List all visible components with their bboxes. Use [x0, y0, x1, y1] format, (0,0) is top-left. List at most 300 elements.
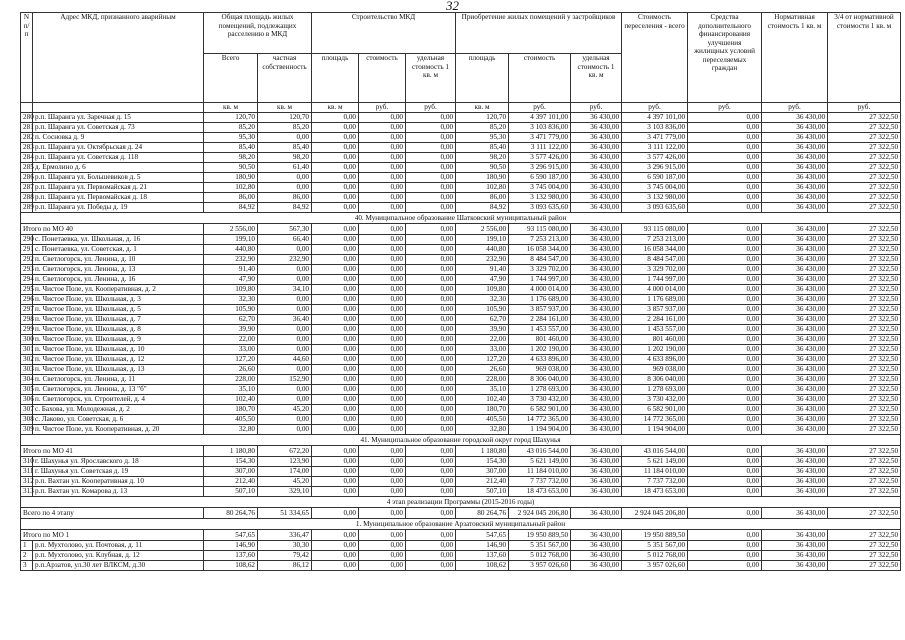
row-value: 0,00 [406, 560, 456, 570]
subtotal-value: 43 016 544,00 [622, 445, 688, 456]
row-value: 32,80 [456, 424, 509, 434]
subtotal-value: 36 430,00 [571, 223, 622, 234]
row-value: 3 093 635,60 [509, 202, 571, 212]
row-value: 0,00 [312, 162, 359, 172]
row-value: 27 322,50 [828, 476, 901, 486]
row-value: 85,20 [204, 122, 258, 132]
row-value: 0,00 [312, 202, 359, 212]
row-value: 36 430,00 [762, 192, 828, 202]
row-value: 5 012 768,00 [509, 550, 571, 560]
table-row [21, 264, 901, 274]
row-value: 36 430,00 [762, 456, 828, 466]
unit-label: руб. [762, 103, 828, 113]
row-value: 36 430,00 [571, 202, 622, 212]
row-value: 0,00 [312, 404, 359, 414]
row-value: 102,80 [204, 182, 258, 192]
row-number: 293 [21, 264, 33, 274]
row-value: 0,00 [258, 172, 312, 182]
row-value: 32,30 [456, 294, 509, 304]
row-value: 7 737 732,00 [509, 476, 571, 486]
row-address: р.п. Шаранга ул. Октябрьская д. 24 [33, 142, 204, 152]
row-value: 26,60 [456, 364, 509, 374]
row-number: 281 [21, 122, 33, 132]
row-value: 0,00 [258, 304, 312, 314]
row-value: 11 184 010,00 [509, 466, 571, 476]
row-address: п. Светлогорск, ул. Ленина, д. 11 [33, 374, 204, 384]
row-value: 0,00 [359, 404, 406, 414]
section-heading: 1. Муниципальное образование Арзатовский муниципальный район [21, 518, 901, 529]
subtotal-value: 0,00 [406, 529, 456, 540]
table-row [21, 466, 901, 476]
row-number: 3 [21, 560, 33, 570]
row-value: 27 322,50 [828, 334, 901, 344]
row-value: 27 322,50 [828, 560, 901, 570]
row-value: 0,00 [688, 122, 762, 132]
row-address: р.п. Вахтан ул. Комарова д. 13 [33, 486, 204, 496]
header-three-quarter: 3/4 от нормативной стоимости 1 кв. м [828, 13, 901, 103]
row-value: 228,00 [456, 374, 509, 384]
row-value: 27 322,50 [828, 112, 901, 122]
subtotal-value: 336,47 [258, 529, 312, 540]
table-row [21, 244, 901, 254]
row-value: 0,00 [312, 374, 359, 384]
subheader-private: частная собственность [258, 54, 312, 103]
row-value: 27 322,50 [828, 344, 901, 354]
row-value: 36 430,00 [762, 540, 828, 550]
row-value: 0,00 [688, 264, 762, 274]
row-value: 969 038,00 [509, 364, 571, 374]
row-value: 0,00 [359, 254, 406, 264]
row-value: 0,00 [359, 304, 406, 314]
row-value: 36 430,00 [762, 334, 828, 344]
row-value: 86,00 [258, 192, 312, 202]
row-value: 0,00 [359, 142, 406, 152]
table-row [21, 560, 901, 570]
row-value: 27 322,50 [828, 142, 901, 152]
row-value: 36 430,00 [571, 424, 622, 434]
row-value: 44,60 [258, 354, 312, 364]
subtotal-value: 0,00 [406, 445, 456, 456]
row-value: 36 430,00 [762, 244, 828, 254]
row-address: п. Светлогорск, ул. Строителей, д. 4 [33, 394, 204, 404]
row-value: 212,40 [204, 476, 258, 486]
row-value: 0,00 [406, 456, 456, 466]
row-value: 45,20 [258, 476, 312, 486]
subtotal-value: 0,00 [688, 507, 762, 518]
row-value: 0,00 [688, 424, 762, 434]
row-value: 102,80 [456, 182, 509, 192]
row-value: 36 430,00 [571, 112, 622, 122]
row-value: 180,90 [204, 172, 258, 182]
table-row [21, 324, 901, 334]
row-value: 154,30 [456, 456, 509, 466]
row-value: 0,00 [258, 394, 312, 404]
header-purchase-group: Приобретение жилых помещений у застройщиков [456, 13, 622, 54]
row-number: 312 [21, 476, 33, 486]
row-value: 0,00 [258, 294, 312, 304]
row-value: 0,00 [688, 284, 762, 294]
row-value: 507,10 [456, 486, 509, 496]
row-value: 0,00 [258, 182, 312, 192]
row-value: 98,20 [258, 152, 312, 162]
row-value: 27 322,50 [828, 192, 901, 202]
row-value: 0,00 [359, 182, 406, 192]
row-value: 1 194 904,00 [622, 424, 688, 434]
unit-label: руб. [688, 103, 762, 113]
row-value: 0,00 [258, 424, 312, 434]
row-value: 36 430,00 [571, 294, 622, 304]
table-row [21, 540, 901, 550]
table-row [21, 152, 901, 162]
row-address: п. Чистое Поле, ул. Школьная, д. 7 [33, 314, 204, 324]
row-value: 146,90 [204, 540, 258, 550]
row-value: 0,00 [312, 384, 359, 394]
subtotal-label: Всего по 4 этапу [21, 507, 204, 518]
row-value: 0,00 [406, 132, 456, 142]
row-value: 102,40 [204, 394, 258, 404]
row-value: 27 322,50 [828, 264, 901, 274]
row-value: 66,40 [258, 234, 312, 244]
subtotal-value: 672,20 [258, 445, 312, 456]
row-value: 32,30 [204, 294, 258, 304]
row-address: п. Чистое Поле, ул. Школьная, д. 12 [33, 354, 204, 364]
row-value: 0,00 [258, 334, 312, 344]
row-value: 35,10 [456, 384, 509, 394]
row-number: 286 [21, 172, 33, 182]
row-number: 300 [21, 334, 33, 344]
row-value: 0,00 [312, 284, 359, 294]
row-address: г. Шахунья ул. Ярославского д. 18 [33, 456, 204, 466]
row-value: 36 430,00 [762, 142, 828, 152]
row-value: 27 322,50 [828, 234, 901, 244]
row-number: 284 [21, 152, 33, 162]
row-value: 36 430,00 [762, 550, 828, 560]
row-value: 0,00 [312, 182, 359, 192]
row-value: 0,00 [406, 466, 456, 476]
row-value: 36 430,00 [762, 264, 828, 274]
row-value: 0,00 [406, 182, 456, 192]
row-value: 85,20 [258, 122, 312, 132]
row-value: 0,00 [359, 344, 406, 354]
row-value: 0,00 [688, 344, 762, 354]
row-value: 0,00 [312, 274, 359, 284]
row-value: 39,90 [456, 324, 509, 334]
row-value: 33,00 [204, 344, 258, 354]
row-value: 0,00 [688, 466, 762, 476]
row-value: 0,00 [359, 560, 406, 570]
row-number: 308 [21, 414, 33, 424]
subtotal-value: 36 430,00 [762, 445, 828, 456]
row-value: 3 745 004,00 [622, 182, 688, 192]
subtotal-value: 36 430,00 [762, 223, 828, 234]
table-row [21, 162, 901, 172]
row-value: 36 430,00 [762, 304, 828, 314]
row-value: 62,70 [456, 314, 509, 324]
row-value: 26,60 [204, 364, 258, 374]
subtotal-value: 1 180,80 [456, 445, 509, 456]
table-row [21, 192, 901, 202]
subtotal-value: 547,65 [456, 529, 509, 540]
row-value: 36 430,00 [571, 244, 622, 254]
subtotal-value: 0,00 [406, 507, 456, 518]
row-value: 4 397 101,00 [509, 112, 571, 122]
subtotal-value: 0,00 [312, 223, 359, 234]
row-value: 36 430,00 [571, 132, 622, 142]
row-value: 32,80 [204, 424, 258, 434]
row-value: 0,00 [258, 244, 312, 254]
row-number: 313 [21, 486, 33, 496]
row-address: п. Чистое Поле, ул. Школьная, д. 9 [33, 334, 204, 344]
row-value: 0,00 [359, 550, 406, 560]
row-value: 3 103 836,00 [509, 122, 571, 132]
row-value: 36 430,00 [762, 404, 828, 414]
row-value: 1 744 997,00 [509, 274, 571, 284]
row-number: 310 [21, 456, 33, 466]
row-value: 1 194 904,00 [509, 424, 571, 434]
row-value: 36 430,00 [762, 364, 828, 374]
row-value: 5 351 567,00 [622, 540, 688, 550]
row-value: 0,00 [359, 364, 406, 374]
row-number: 297 [21, 304, 33, 314]
row-value: 6 590 187,00 [509, 172, 571, 182]
row-value: 0,00 [406, 550, 456, 560]
row-value: 36 430,00 [571, 314, 622, 324]
row-address: п. Чистое Поле, ул. Школьная, д. 13 [33, 364, 204, 374]
row-value: 4 000 014,00 [622, 284, 688, 294]
row-value: 36 430,00 [571, 324, 622, 334]
row-value: 0,00 [359, 476, 406, 486]
row-value: 120,70 [258, 112, 312, 122]
row-value: 0,00 [258, 324, 312, 334]
row-value: 36 430,00 [762, 274, 828, 284]
row-value: 86,12 [258, 560, 312, 570]
row-value: 36 430,00 [571, 172, 622, 182]
row-value: 36 430,00 [762, 132, 828, 142]
row-value: 3 471 779,00 [509, 132, 571, 142]
row-value: 0,00 [406, 304, 456, 314]
row-value: 0,00 [359, 394, 406, 404]
row-value: 0,00 [258, 364, 312, 374]
row-value: 27 322,50 [828, 254, 901, 264]
row-value: 27 322,50 [828, 314, 901, 324]
subheader-purch-area: площадь [456, 54, 509, 103]
row-value: 14 772 365,00 [622, 414, 688, 424]
row-value: 0,00 [688, 254, 762, 264]
row-value: 22,00 [204, 334, 258, 344]
row-value: 0,00 [688, 324, 762, 334]
row-value: 0,00 [688, 540, 762, 550]
row-value: 0,00 [688, 304, 762, 314]
row-value: 36 430,00 [762, 344, 828, 354]
row-value: 109,80 [204, 284, 258, 294]
row-value: 3 857 937,00 [622, 304, 688, 314]
row-value: 137,60 [204, 550, 258, 560]
subtotal-value: 36 430,00 [762, 507, 828, 518]
row-value: 0,00 [406, 294, 456, 304]
row-value: 7 253 213,00 [509, 234, 571, 244]
row-value: 1 202 190,00 [509, 344, 571, 354]
row-value: 0,00 [406, 486, 456, 496]
row-value: 36 430,00 [571, 550, 622, 560]
subtotal-value: 80 264,76 [204, 507, 258, 518]
row-value: 47,90 [204, 274, 258, 284]
row-value: 36 430,00 [571, 264, 622, 274]
header-cost: Стоимость переселения - всего [622, 13, 688, 103]
row-value: 36 430,00 [762, 172, 828, 182]
subtotal-value: 0,00 [406, 223, 456, 234]
row-value: 0,00 [406, 344, 456, 354]
row-value: 36 430,00 [571, 304, 622, 314]
row-value: 440,80 [456, 244, 509, 254]
row-address: р.п. Вахтан ул. Кооперативная д. 10 [33, 476, 204, 486]
subtotal-value: 27 322,50 [828, 445, 901, 456]
table-row [21, 304, 901, 314]
row-value: 1 278 693,00 [509, 384, 571, 394]
row-value: 35,10 [204, 384, 258, 394]
row-value: 0,00 [406, 202, 456, 212]
row-address: с. Бахова, ул. Молодежная, д. 2 [33, 404, 204, 414]
row-value: 27 322,50 [828, 540, 901, 550]
row-address: р.п. Мухтолово, ул. Почтовая, д. 11 [33, 540, 204, 550]
row-value: 34,10 [258, 284, 312, 294]
row-value: 36 430,00 [762, 354, 828, 364]
row-value: 180,70 [456, 404, 509, 414]
row-value: 0,00 [406, 414, 456, 424]
row-value: 36 430,00 [571, 560, 622, 570]
row-value: 6 582 901,00 [622, 404, 688, 414]
row-value: 0,00 [312, 132, 359, 142]
row-value: 0,00 [406, 274, 456, 284]
unit-label: руб. [359, 103, 406, 113]
row-value: 0,00 [359, 314, 406, 324]
row-value: 0,00 [312, 364, 359, 374]
row-value: 307,00 [204, 466, 258, 476]
row-value: 0,00 [312, 424, 359, 434]
row-value: 0,00 [312, 172, 359, 182]
row-value: 3 957 026,60 [622, 560, 688, 570]
unit-label: кв. м [258, 103, 312, 113]
row-value: 127,20 [456, 354, 509, 364]
row-value: 0,00 [359, 112, 406, 122]
row-value: 174,00 [258, 466, 312, 476]
row-number: 299 [21, 324, 33, 334]
subtotal-label: Итого по МО 41 [21, 445, 204, 456]
row-value: 0,00 [312, 466, 359, 476]
row-value: 27 322,50 [828, 274, 901, 284]
row-value: 0,00 [312, 294, 359, 304]
row-value: 0,00 [406, 364, 456, 374]
row-value: 3 577 426,00 [509, 152, 571, 162]
unit-label: руб. [828, 103, 901, 113]
subtotal-row [21, 223, 901, 234]
row-value: 0,00 [406, 112, 456, 122]
row-value: 36 430,00 [762, 152, 828, 162]
row-value: 0,00 [688, 334, 762, 344]
row-value: 3 957 026,60 [509, 560, 571, 570]
row-value: 105,90 [456, 304, 509, 314]
row-value: 36 430,00 [762, 466, 828, 476]
row-value: 0,00 [312, 234, 359, 244]
row-value: 90,50 [456, 162, 509, 172]
row-value: 3 329 702,00 [622, 264, 688, 274]
row-value: 199,10 [456, 234, 509, 244]
row-value: 0,00 [688, 112, 762, 122]
row-value: 36 430,00 [762, 202, 828, 212]
row-value: 0,00 [258, 344, 312, 354]
row-value: 154,30 [204, 456, 258, 466]
row-value: 36 430,00 [571, 192, 622, 202]
row-number: 290 [21, 234, 33, 244]
row-value: 36 430,00 [571, 274, 622, 284]
row-value: 108,62 [204, 560, 258, 570]
row-value: 2 284 161,00 [509, 314, 571, 324]
row-value: 27 322,50 [828, 364, 901, 374]
row-value: 36 430,00 [571, 142, 622, 152]
row-value: 27 322,50 [828, 424, 901, 434]
row-value: 0,00 [688, 192, 762, 202]
row-value: 0,00 [688, 364, 762, 374]
row-value: 3 857 937,00 [509, 304, 571, 314]
section-heading-row [21, 518, 901, 529]
row-value: 36 430,00 [571, 414, 622, 424]
row-value: 85,40 [456, 142, 509, 152]
row-value: 4 397 101,00 [622, 112, 688, 122]
subheader-constr-area: площадь [312, 54, 359, 103]
subtotal-value: 93 115 080,00 [622, 223, 688, 234]
row-value: 36 430,00 [762, 394, 828, 404]
row-value: 0,00 [359, 334, 406, 344]
row-value: 307,00 [456, 466, 509, 476]
header-construction-group: Строительство МКД [312, 13, 456, 54]
row-value: 0,00 [359, 374, 406, 384]
subtotal-row [21, 445, 901, 456]
subheader-constr-unit: удельная стоимость 1 кв. м [406, 54, 456, 103]
row-address: р.п. Шаранга ул. Большевиков д. 5 [33, 172, 204, 182]
row-value: 0,00 [688, 560, 762, 570]
row-value: 0,00 [312, 142, 359, 152]
section-heading: 4 этап реализации Программы (2015-2016 годы) [21, 496, 901, 507]
row-value: 18 473 653,00 [622, 486, 688, 496]
row-value: 4 633 896,00 [622, 354, 688, 364]
row-value: 212,40 [456, 476, 509, 486]
row-value: 0,00 [359, 414, 406, 424]
row-value: 0,00 [359, 152, 406, 162]
row-value: 36 430,00 [762, 486, 828, 496]
row-value: 0,00 [688, 294, 762, 304]
row-value: 180,90 [456, 172, 509, 182]
row-value: 0,00 [359, 264, 406, 274]
row-value: 36 430,00 [762, 254, 828, 264]
row-value: 0,00 [688, 244, 762, 254]
row-address: п. Светлогорск, ул. Ленина, д. 16 [33, 274, 204, 284]
row-value: 0,00 [406, 264, 456, 274]
row-value: 39,90 [204, 324, 258, 334]
row-value: 232,90 [258, 254, 312, 264]
row-value: 36 430,00 [571, 234, 622, 244]
subtotal-value: 36 430,00 [571, 445, 622, 456]
row-value: 27 322,50 [828, 486, 901, 496]
row-value: 180,70 [204, 404, 258, 414]
row-number: 307 [21, 404, 33, 414]
subtotal-value: 0,00 [359, 507, 406, 518]
row-number: 295 [21, 284, 33, 294]
row-value: 5 621 149,00 [509, 456, 571, 466]
row-value: 36 430,00 [762, 476, 828, 486]
row-value: 11 184 010,00 [622, 466, 688, 476]
row-value: 36 430,00 [571, 284, 622, 294]
row-address: п. Сосновка д. 9 [33, 132, 204, 142]
row-number: 291 [21, 244, 33, 254]
